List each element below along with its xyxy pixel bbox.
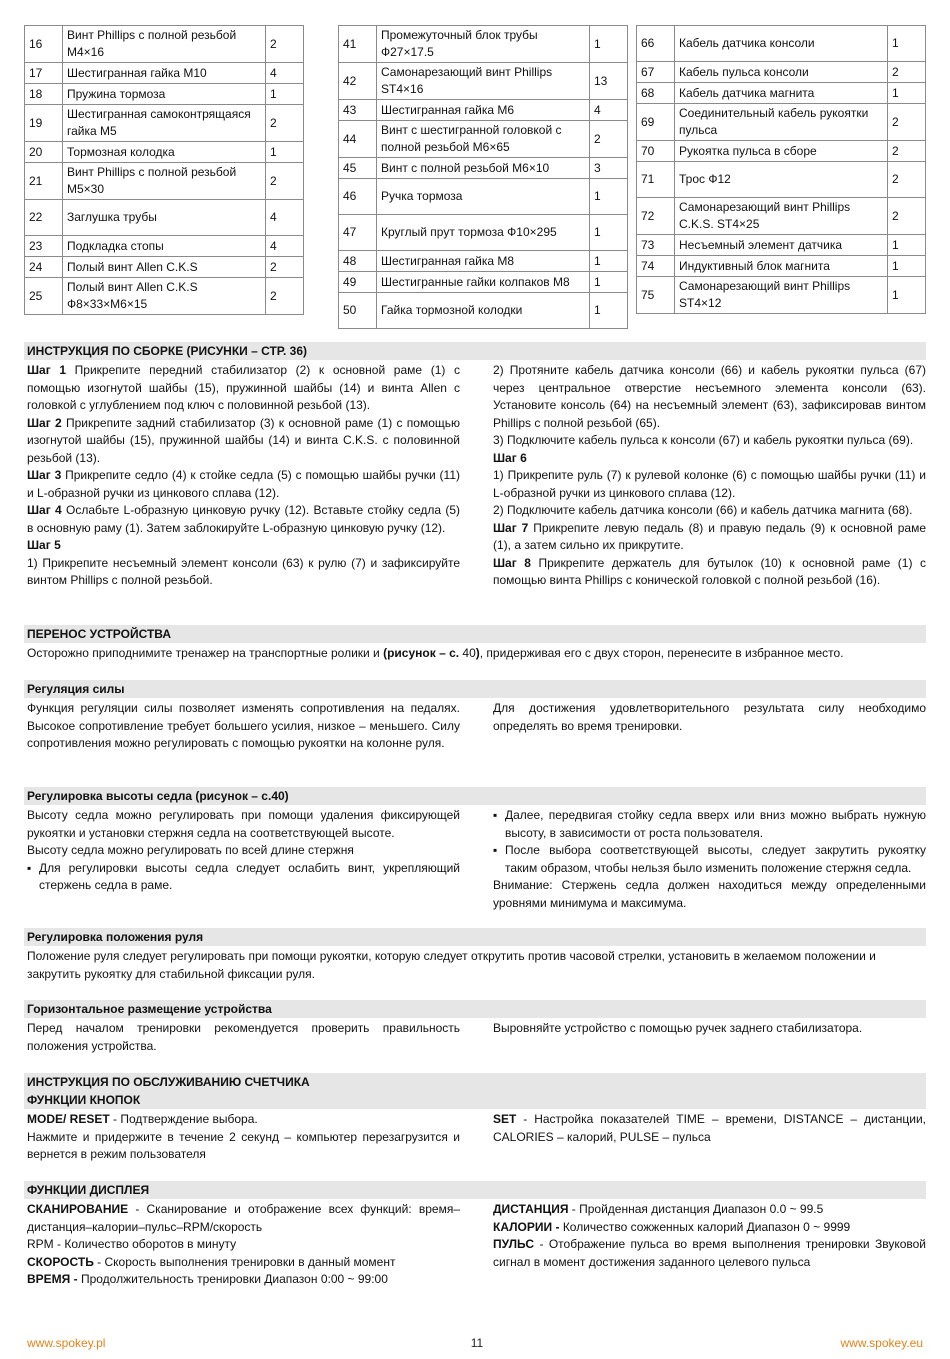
part-quantity: 1 bbox=[590, 179, 628, 215]
table-row bbox=[25, 163, 304, 200]
part-name: Соединительный кабель рукоятки пульса bbox=[675, 104, 888, 141]
step-6-item-2: 2) Подключите кабель датчика консоли (66) и кабель датчика магнита (68). bbox=[493, 503, 913, 517]
part-quantity: 2 bbox=[888, 198, 926, 235]
part-quantity: 1 bbox=[590, 293, 628, 329]
part-number: 50 bbox=[339, 293, 377, 329]
table-row bbox=[25, 278, 304, 315]
part-number: 75 bbox=[637, 277, 675, 314]
table-row bbox=[25, 63, 304, 84]
part-name: Винт с шестигранной головкой с полной резьбой M6×65 bbox=[377, 121, 590, 158]
rpm-text: RPM - Количество оборотов в минуту bbox=[27, 1237, 237, 1251]
transport-title: ПЕРЕНОС УСТРОЙСТВА bbox=[24, 625, 926, 643]
part-name: Шестигранная гайка M8 bbox=[377, 251, 590, 272]
part-quantity: 2 bbox=[888, 162, 926, 198]
part-number: 66 bbox=[637, 26, 675, 62]
part-quantity: 4 bbox=[266, 236, 304, 257]
part-number: 67 bbox=[637, 62, 675, 83]
display-section bbox=[24, 1181, 926, 1289]
seat-section bbox=[24, 787, 926, 912]
seat-bullet-1: ▪ Для регулировки высоты седла следует ослабить винт, укрепляющий стержень седла в раме. bbox=[27, 860, 460, 895]
part-number: 17 bbox=[25, 63, 63, 84]
table-row bbox=[339, 215, 628, 251]
part-number: 19 bbox=[25, 105, 63, 142]
step-5-item-3: 3) Подключите кабель пульса к консоли (67) и кабель рукоятки пульса (69). bbox=[493, 433, 914, 447]
step-6-item-1: 1) Прикрепите руль (7) к рулевой колонке (6) с помощью шайбы ручки (11) и L-образной ручки из цинкового сплава (12). bbox=[493, 468, 926, 500]
parts-table-2 bbox=[338, 25, 628, 329]
parts-table-3 bbox=[636, 25, 926, 314]
part-number: 16 bbox=[25, 26, 63, 63]
part-number: 73 bbox=[637, 235, 675, 256]
buttons-title: ФУНКЦИИ КНОПОК bbox=[24, 1091, 926, 1109]
scan-text: СКАНИРОВАНИЕ - Сканирование и отображение всех функций: время–дистанция–калории–пульс–RPM/скорость bbox=[27, 1202, 460, 1234]
part-quantity: 1 bbox=[888, 26, 926, 62]
part-quantity: 2 bbox=[590, 121, 628, 158]
step-4: Шаг 4 Ослабьте L-образную цинковую ручку (12). Вставьте стойку седла (5) в основную раму (1). Затем заблокируйте L-образную цинковую ручку (12). bbox=[27, 503, 460, 535]
step-5-item-2: 2) Протяните кабель датчика консоли (66) и кабель рукоятки пульса (67) через центральное отверстие несъемного элемента консоли (63). Установите консоль (64) на несъемный элемент (63), зафиксировав винтом Phillips с полной резьбой (65). bbox=[493, 363, 926, 430]
table-row bbox=[637, 26, 926, 62]
part-name: Круглый прут тормоза Ф10×295 bbox=[377, 215, 590, 251]
step-8: Шаг 8 Прикрепите держатель для бутылок (10) к основной раме (1) с помощью винта Phillips с конической головкой с полной резьбой (16). bbox=[493, 555, 926, 587]
part-name: Рукоятка пульса в сборе bbox=[675, 141, 888, 162]
seat-left-text-2: Высоту седла можно регулировать по всей длине стержня bbox=[27, 843, 354, 857]
part-name: Самонарезающий винт Phillips ST4×12 bbox=[675, 277, 888, 314]
footer-link-pl[interactable]: www.spokey.pl bbox=[27, 1336, 106, 1350]
part-name: Винт Phillips с полной резьбой M4×16 bbox=[63, 26, 266, 63]
part-number: 23 bbox=[25, 236, 63, 257]
calories-text: КАЛОРИИ - Количество сожженных калорий Диапазон 0 ~ 9999 bbox=[493, 1219, 851, 1234]
table-row bbox=[637, 162, 926, 198]
seat-note: Внимание: Стержень седла должен находиться между определенными уровнями минимума и максимума. bbox=[493, 878, 926, 910]
part-number: 69 bbox=[637, 104, 675, 141]
part-name: Несъемный элемент датчика bbox=[675, 235, 888, 256]
part-quantity: 1 bbox=[590, 251, 628, 272]
part-quantity: 2 bbox=[266, 26, 304, 63]
table-row bbox=[339, 251, 628, 272]
part-number: 48 bbox=[339, 251, 377, 272]
part-number: 46 bbox=[339, 179, 377, 215]
part-quantity: 1 bbox=[590, 215, 628, 251]
force-right-text: Для достижения удовлетворительного результата силу необходимо определять во время тренировки. bbox=[493, 701, 926, 733]
part-number: 22 bbox=[25, 200, 63, 236]
time-text: ВРЕМЯ - Продолжительность тренировки Диапазон 0:00 ~ 99:00 bbox=[27, 1272, 388, 1286]
meter-section bbox=[24, 1073, 926, 1164]
part-name: Шестигранные гайки колпаков M8 bbox=[377, 272, 590, 293]
part-name: Заглушка трубы bbox=[63, 200, 266, 236]
part-quantity: 1 bbox=[888, 83, 926, 104]
part-quantity: 1 bbox=[888, 256, 926, 277]
part-name: Кабель датчика магнита bbox=[675, 83, 888, 104]
part-number: 42 bbox=[339, 63, 377, 100]
handlebar-text: Положение руля следует регулировать при помощи рукоятки, которую следует открутить против часовой стрелки, установить в желаемом положении и закрутить рукоятку для стабильной фиксации руля. bbox=[27, 949, 876, 981]
part-quantity: 1 bbox=[590, 26, 628, 63]
table-row bbox=[339, 179, 628, 215]
step-6-label: Шаг 6 bbox=[493, 450, 527, 465]
part-number: 47 bbox=[339, 215, 377, 251]
table-row bbox=[637, 104, 926, 141]
part-number: 43 bbox=[339, 100, 377, 121]
horizontal-left-text: Перед началом тренировки рекомендуется проверить правильность положения устройства. bbox=[27, 1021, 460, 1053]
part-number: 41 bbox=[339, 26, 377, 63]
horizontal-section bbox=[24, 1000, 926, 1055]
table-row bbox=[25, 26, 304, 63]
assembly-section bbox=[24, 342, 926, 590]
part-number: 74 bbox=[637, 256, 675, 277]
page-footer bbox=[24, 1336, 926, 1352]
table-row bbox=[339, 293, 628, 329]
part-number: 25 bbox=[25, 278, 63, 315]
assembly-left-column bbox=[24, 362, 460, 590]
handlebar-section bbox=[24, 928, 926, 983]
part-name: Ручка тормоза bbox=[377, 179, 590, 215]
part-name: Самонарезающий винт Phillips C.K.S. ST4×25 bbox=[675, 198, 888, 235]
part-quantity: 1 bbox=[266, 142, 304, 163]
force-section bbox=[24, 680, 926, 753]
table-row bbox=[637, 62, 926, 83]
part-quantity: 4 bbox=[590, 100, 628, 121]
table-row bbox=[25, 257, 304, 278]
part-quantity: 3 bbox=[590, 158, 628, 179]
table-row bbox=[637, 198, 926, 235]
force-left-text: Функция регуляции силы позволяет изменять сопротивления на педалях. Высокое сопротивление требует большего усилия, низкое – меньшего. Силу сопротивления можно регулировать с помощью рукоятки на колонне руля. bbox=[27, 701, 460, 750]
mode-reset-text: MODE/ RESET - Подтверждение выбора. bbox=[27, 1112, 258, 1126]
part-number: 71 bbox=[637, 162, 675, 198]
set-text: SET - Настройка показателей TIME – времени, DISTANCE – дистанции, CALORIES – калорий, PULSE – пульса bbox=[493, 1112, 926, 1144]
footer-link-eu[interactable]: www.spokey.eu bbox=[840, 1336, 923, 1350]
step-5-item-1: 1) Прикрепите несъемный элемент консоли (63) к рулю (7) и зафиксируйте винтом Phillips с полной резьбой. bbox=[27, 555, 460, 587]
part-quantity: 1 bbox=[888, 235, 926, 256]
part-number: 21 bbox=[25, 163, 63, 200]
part-quantity: 4 bbox=[266, 200, 304, 236]
step-3: Шаг 3 Прикрепите седло (4) к стойке седла (5) с помощью шайбы ручки (11) и L-образной ручки из цинкового сплава (12). bbox=[27, 468, 460, 500]
table-row bbox=[339, 100, 628, 121]
part-quantity: 1 bbox=[266, 84, 304, 105]
part-quantity: 2 bbox=[266, 278, 304, 315]
part-number: 45 bbox=[339, 158, 377, 179]
part-quantity: 4 bbox=[266, 63, 304, 84]
part-name: Тормозная колодка bbox=[63, 142, 266, 163]
part-name: Полый винт Allen C.K.S bbox=[63, 257, 266, 278]
part-quantity: 2 bbox=[888, 104, 926, 141]
table-row bbox=[25, 84, 304, 105]
table-row bbox=[637, 256, 926, 277]
part-name: Гайка тормозной колодки bbox=[377, 293, 590, 329]
handlebar-title: Регулировка положения руля bbox=[24, 928, 926, 946]
part-name: Трос Ф12 bbox=[675, 162, 888, 198]
assembly-right-column bbox=[490, 362, 926, 590]
part-name: Винт Phillips с полной резьбой M5×30 bbox=[63, 163, 266, 200]
part-number: 72 bbox=[637, 198, 675, 235]
part-number: 49 bbox=[339, 272, 377, 293]
table-row bbox=[339, 121, 628, 158]
part-quantity: 1 bbox=[888, 277, 926, 314]
distance-text: ДИСТАНЦИЯ - Пройденная дистанция Диапазон 0.0 ~ 99.5 bbox=[493, 1202, 824, 1216]
part-name: Шестигранная гайка М10 bbox=[63, 63, 266, 84]
table-row bbox=[637, 83, 926, 104]
part-name: Винт с полной резьбой M6×10 bbox=[377, 158, 590, 179]
table-row bbox=[339, 63, 628, 100]
speed-text: СКОРОСТЬ - Скорость выполнения тренировки в данный момент bbox=[27, 1254, 396, 1269]
page-number: 11 bbox=[470, 1336, 484, 1350]
seat-bullet-2: ▪ Далее, передвигая стойку седла вверх или вниз можно выбрать нужную высоту, в зависимости от роста пользователя. bbox=[493, 807, 926, 842]
table-row bbox=[339, 26, 628, 63]
table-row bbox=[25, 200, 304, 236]
part-quantity: 2 bbox=[888, 62, 926, 83]
step-1: Шаг 1 Прикрепите передний стабилизатор (2) к основной раме (1) с помощью изогнутой шайбы (15), пружинной шайбы (14) и винта Allen с головкой с углублением под ключ с половинной резьбой (13). bbox=[27, 363, 460, 412]
part-name: Кабель пульса консоли bbox=[675, 62, 888, 83]
part-quantity: 2 bbox=[888, 141, 926, 162]
mode-reset-text-2: Нажмите и придержите в течение 2 секунд – компьютер перезагрузится и вернется в режим пользователя bbox=[27, 1129, 460, 1161]
part-number: 70 bbox=[637, 141, 675, 162]
part-name: Пружина тормоза bbox=[63, 84, 266, 105]
parts-tables bbox=[24, 25, 926, 325]
table-row bbox=[637, 235, 926, 256]
part-name: Шестигранная самоконтрящаяся гайка M5 bbox=[63, 105, 266, 142]
part-quantity: 2 bbox=[266, 257, 304, 278]
parts-table-1 bbox=[24, 25, 304, 315]
table-row bbox=[25, 236, 304, 257]
part-name: Кабель датчика консоли bbox=[675, 26, 888, 62]
table-row bbox=[339, 272, 628, 293]
pulse-text: ПУЛЬС - Отображение пульса во время выполнения тренировки Звуковой сигнал в момент достижения заданного целевого пульса bbox=[493, 1237, 926, 1269]
assembly-title: ИНСТРУКЦИЯ ПО СБОРКЕ (РИСУНКИ – СТР. 36) bbox=[24, 342, 926, 360]
part-quantity: 2 bbox=[266, 163, 304, 200]
step-5-label: Шаг 5 bbox=[27, 538, 61, 552]
part-name: Индуктивный блок магнита bbox=[675, 256, 888, 277]
force-title: Регуляция силы bbox=[24, 680, 926, 698]
horizontal-title: Горизонтальное размещение устройства bbox=[24, 1000, 926, 1018]
seat-title: Регулировка высоты седла (рисунок – с.40) bbox=[24, 787, 926, 805]
part-number: 18 bbox=[25, 84, 63, 105]
table-row bbox=[637, 277, 926, 314]
part-number: 24 bbox=[25, 257, 63, 278]
seat-bullet-3: ▪ После выбора соответствующей высоты, следует закрутить рукоятку таким образом, чтобы нельзя было изменить положение стержня седла. bbox=[493, 842, 926, 877]
part-name: Промежуточный блок трубы Ф27×17.5 bbox=[377, 26, 590, 63]
table-row bbox=[25, 142, 304, 163]
part-number: 68 bbox=[637, 83, 675, 104]
part-name: Шестигранная гайка M6 bbox=[377, 100, 590, 121]
transport-text: Осторожно приподнимите тренажер на транспортные ролики и (рисунок – с. 40), придерживая его с двух сторон, перенесите в избранное место. bbox=[27, 646, 844, 660]
display-title: ФУНКЦИИ ДИСПЛЕЯ bbox=[24, 1181, 926, 1199]
part-quantity: 13 bbox=[590, 63, 628, 100]
part-name: Подкладка стопы bbox=[63, 236, 266, 257]
part-quantity: 1 bbox=[590, 272, 628, 293]
seat-left-text-1: Высоту седла можно регулировать при помощи удаления фиксирующей рукоятки и установки стержня седла на соответствующей высоте. bbox=[27, 808, 460, 840]
transport-section bbox=[24, 625, 926, 663]
step-2: Шаг 2 Прикрепите задний стабилизатор (3) к основной раме (1) с помощью изогнутой шайбы (15), пружинной шайбы (14) и винта C.K.S. с половинной резьбой (13). bbox=[27, 415, 460, 465]
table-row bbox=[25, 105, 304, 142]
part-name: Самонарезающий винт Phillips ST4×16 bbox=[377, 63, 590, 100]
part-number: 44 bbox=[339, 121, 377, 158]
meter-title: ИНСТРУКЦИЯ ПО ОБСЛУЖИВАНИЮ СЧЕТЧИКА bbox=[24, 1073, 926, 1091]
table-row bbox=[637, 141, 926, 162]
part-name: Полый винт Allen C.K.S Ф8×33×M6×15 bbox=[63, 278, 266, 315]
horizontal-right-text: Выровняйте устройство с помощью ручек заднего стабилизатора. bbox=[493, 1021, 863, 1035]
part-quantity: 2 bbox=[266, 105, 304, 142]
step-7: Шаг 7 Прикрепите левую педаль (8) и правую педаль (9) к основной раме (1), а затем сильно их прикрутите. bbox=[493, 520, 926, 552]
part-number: 20 bbox=[25, 142, 63, 163]
table-row bbox=[339, 158, 628, 179]
